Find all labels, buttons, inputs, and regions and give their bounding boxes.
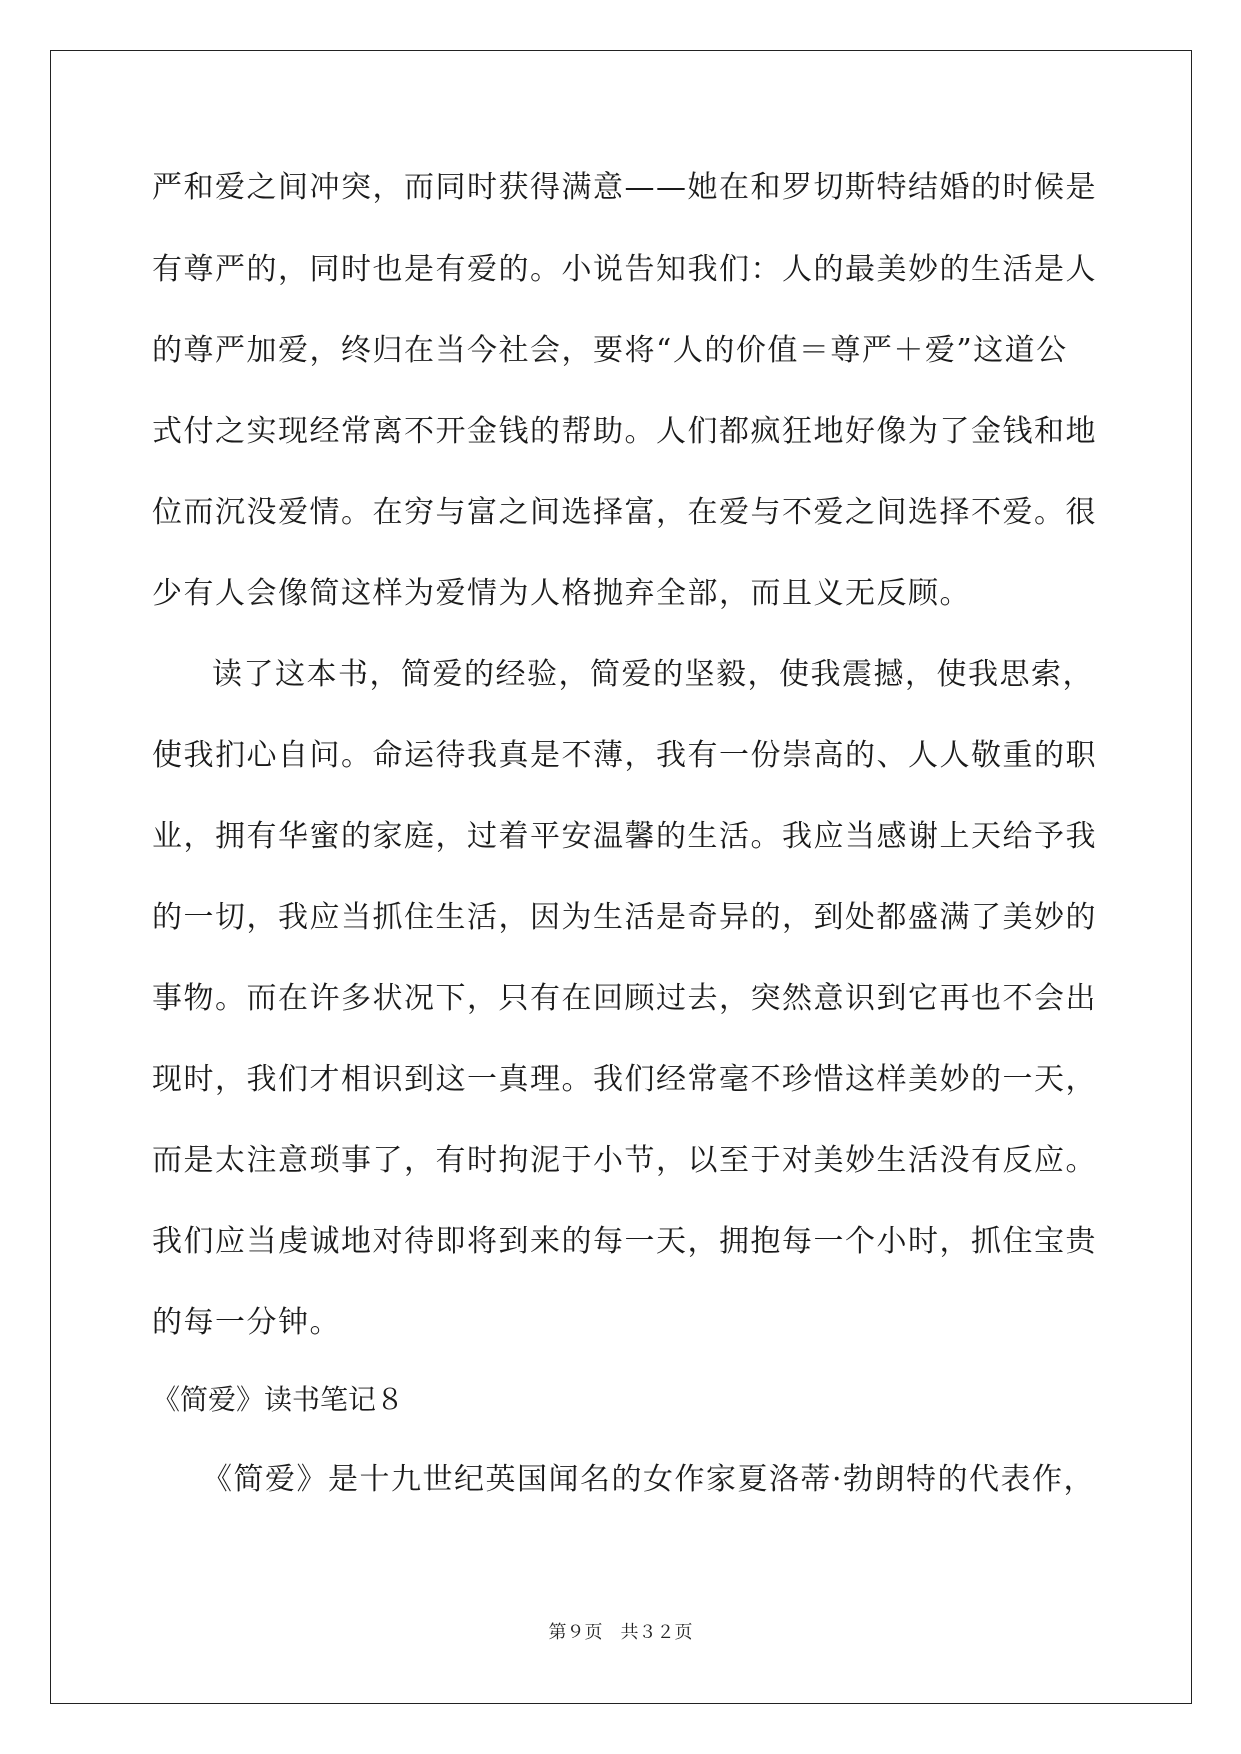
text-line: 读了这本书，简爱的经验，简爱的坚毅，使我震撼，使我思索， [212, 657, 1094, 692]
text-line: 使我扪心自问。命运待我真是不薄，我有一份崇高的、人人敬重的职 [152, 738, 1097, 773]
text-line: 而是太注意琐事了，有时拘泥于小节，以至于对美妙生活没有反应。 [152, 1143, 1097, 1178]
text-line: 现时，我们才相识到这一真理。我们经常毫不珍惜这样美妙的一天， [152, 1062, 1097, 1097]
text-line: 的每一分钟。 [152, 1305, 341, 1340]
text-line: 业，拥有华蜜的家庭，过着平安温馨的生活。我应当感谢上天给予我 [152, 819, 1097, 854]
text-line: 我们应当虔诚地对待即将到来的每一天，拥抱每一个小时，抓住宝贵 [152, 1224, 1097, 1259]
text-line: 严和爱之间冲突，而同时获得满意——她在和罗切斯特结婚的时候是 [152, 170, 1097, 205]
page-number-footer: 第９页 共３２页 [548, 1622, 693, 1643]
text-line: 式付之实现经常离不开金钱的帮助。人们都疯狂地好像为了金钱和地 [152, 414, 1097, 449]
section-heading: 《简爱》读书笔记８ [152, 1383, 405, 1416]
text-line: 事物。而在许多状况下，只有在回顾过去，突然意识到它再也不会出 [152, 981, 1097, 1016]
text-line: 有尊严的，同时也是有爱的。小说告知我们：人的最美妙的生活是人 [152, 252, 1097, 287]
text-line: 的尊严加爱，终归在当今社会，要将“人的价值＝尊严＋爱”这道公 [152, 333, 1068, 368]
text-line: 少有人会像简这样为爱情为人格抛弃全部，而且义无反顾。 [152, 576, 971, 611]
text-line: 位而沉没爱情。在穷与富之间选择富，在爱与不爱之间选择不爱。很 [152, 495, 1097, 530]
text-line: 《简爱》是十九世纪英国闻名的女作家夏洛蒂·勃朗特的代表作， [202, 1462, 1096, 1497]
page-frame [50, 50, 1192, 1704]
text-line: 的一切，我应当抓住生活，因为生活是奇异的，到处都盛满了美妙的 [152, 900, 1097, 935]
